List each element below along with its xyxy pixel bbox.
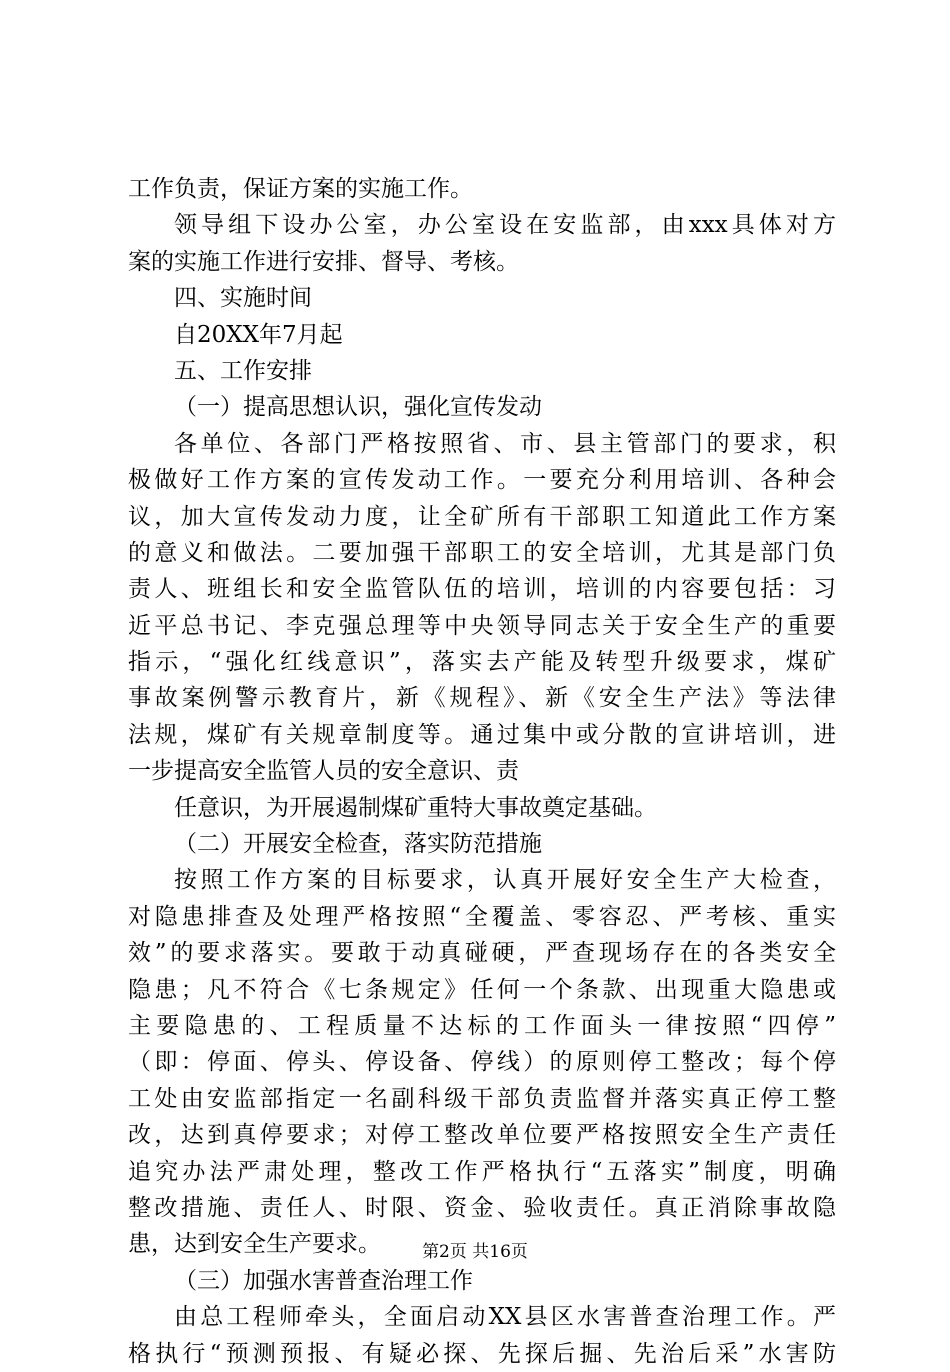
text-line: 案的实施工作进行安排、督导、考核。 xyxy=(128,248,519,275)
text-line: 近平总书记、李克强总理等中央领导同志关于安全生产的重要 xyxy=(128,612,836,639)
text-line: 追究办法严肃处理，整改工作严格执行“五落实”制度，明确 xyxy=(128,1158,836,1185)
text-line: 效”的要求落实。要敢于动真碰硬，严查现场存在的各类安全 xyxy=(128,940,836,967)
text-line: 四、实施时间 xyxy=(174,285,312,312)
text-line: 极做好工作方案的宣传发动工作。一要充分利用培训、各种会 xyxy=(128,467,836,494)
text-line: 各单位、各部门严格按照省、市、县主管部门的要求，积 xyxy=(174,430,836,457)
text-line: 主要隐患的、工程质量不达标的工作面头一律按照“四停” xyxy=(128,1012,836,1039)
text-line: 指示，“强化红线意识”，落实去产能及转型升级要求，煤矿 xyxy=(128,649,836,676)
text-line: （一）提高思想认识，强化宣传发动 xyxy=(174,394,542,421)
text-line: 由总工程师牵头，全面启动XX县区水害普查治理工作。严 xyxy=(174,1304,836,1331)
text-line: （即：停面、停头、停设备、停线）的原则停工整改；每个停 xyxy=(128,1049,836,1076)
text-line: 自20XX年7月起 xyxy=(174,321,343,348)
text-line: 工作负责，保证方案的实施工作。 xyxy=(128,176,473,202)
text-line: 一步提高安全监管人员的安全意识、责 xyxy=(128,758,519,785)
document-body xyxy=(128,171,836,1372)
text-line: 患，达到安全生产要求。 xyxy=(128,1231,381,1258)
text-line: 责人、班组长和安全监管队伍的培训，培训的内容要包括：习 xyxy=(128,576,836,603)
text-line: 按照工作方案的目标要求，认真开展好安全生产大检查， xyxy=(174,867,836,894)
text-line: 的意义和做法。二要加强干部职工的安全培训，尤其是部门负 xyxy=(128,539,836,566)
text-line: 事故案例警示教育片，新《规程》、新《安全生产法》等法律 xyxy=(128,685,836,712)
text-line: 法规，煤矿有关规章制度等。通过集中或分散的宣讲培训，进 xyxy=(128,721,836,748)
text-line: 领导组下设办公室，办公室设在安监部，由xxx具体对方 xyxy=(174,212,836,239)
text-line: 议，加大宣传发动力度，让全矿所有干部职工知道此工作方案 xyxy=(128,503,836,530)
text-line: 五、工作安排 xyxy=(174,357,312,384)
text-line: 工处由安监部指定一名副科级干部负责监督并落实真正停工整 xyxy=(128,1085,836,1112)
text-line: 整改措施、责任人、时限、资金、验收责任。真正消除事故隐 xyxy=(128,1194,836,1221)
text-line: （二）开展安全检查，落实防范措施 xyxy=(174,831,542,858)
text-line: 任意识，为开展遏制煤矿重特大事故奠定基础。 xyxy=(174,794,657,821)
page-footer: 第2页 共16页 xyxy=(422,1242,528,1262)
text-line: 对隐患排查及处理严格按照“全覆盖、零容忍、严考核、重实 xyxy=(128,903,836,930)
text-line: 格执行“预测预报、有疑必探、先探后掘、先治后采”水害防 xyxy=(128,1340,836,1367)
text-line: 改，达到真停要求；对停工整改单位要严格按照安全生产责任 xyxy=(128,1122,836,1149)
text-line: 隐患；凡不符合《七条规定》任何一个条款、出现重大隐患或 xyxy=(128,976,836,1003)
text-line: （三）加强水害普查治理工作 xyxy=(174,1267,473,1294)
